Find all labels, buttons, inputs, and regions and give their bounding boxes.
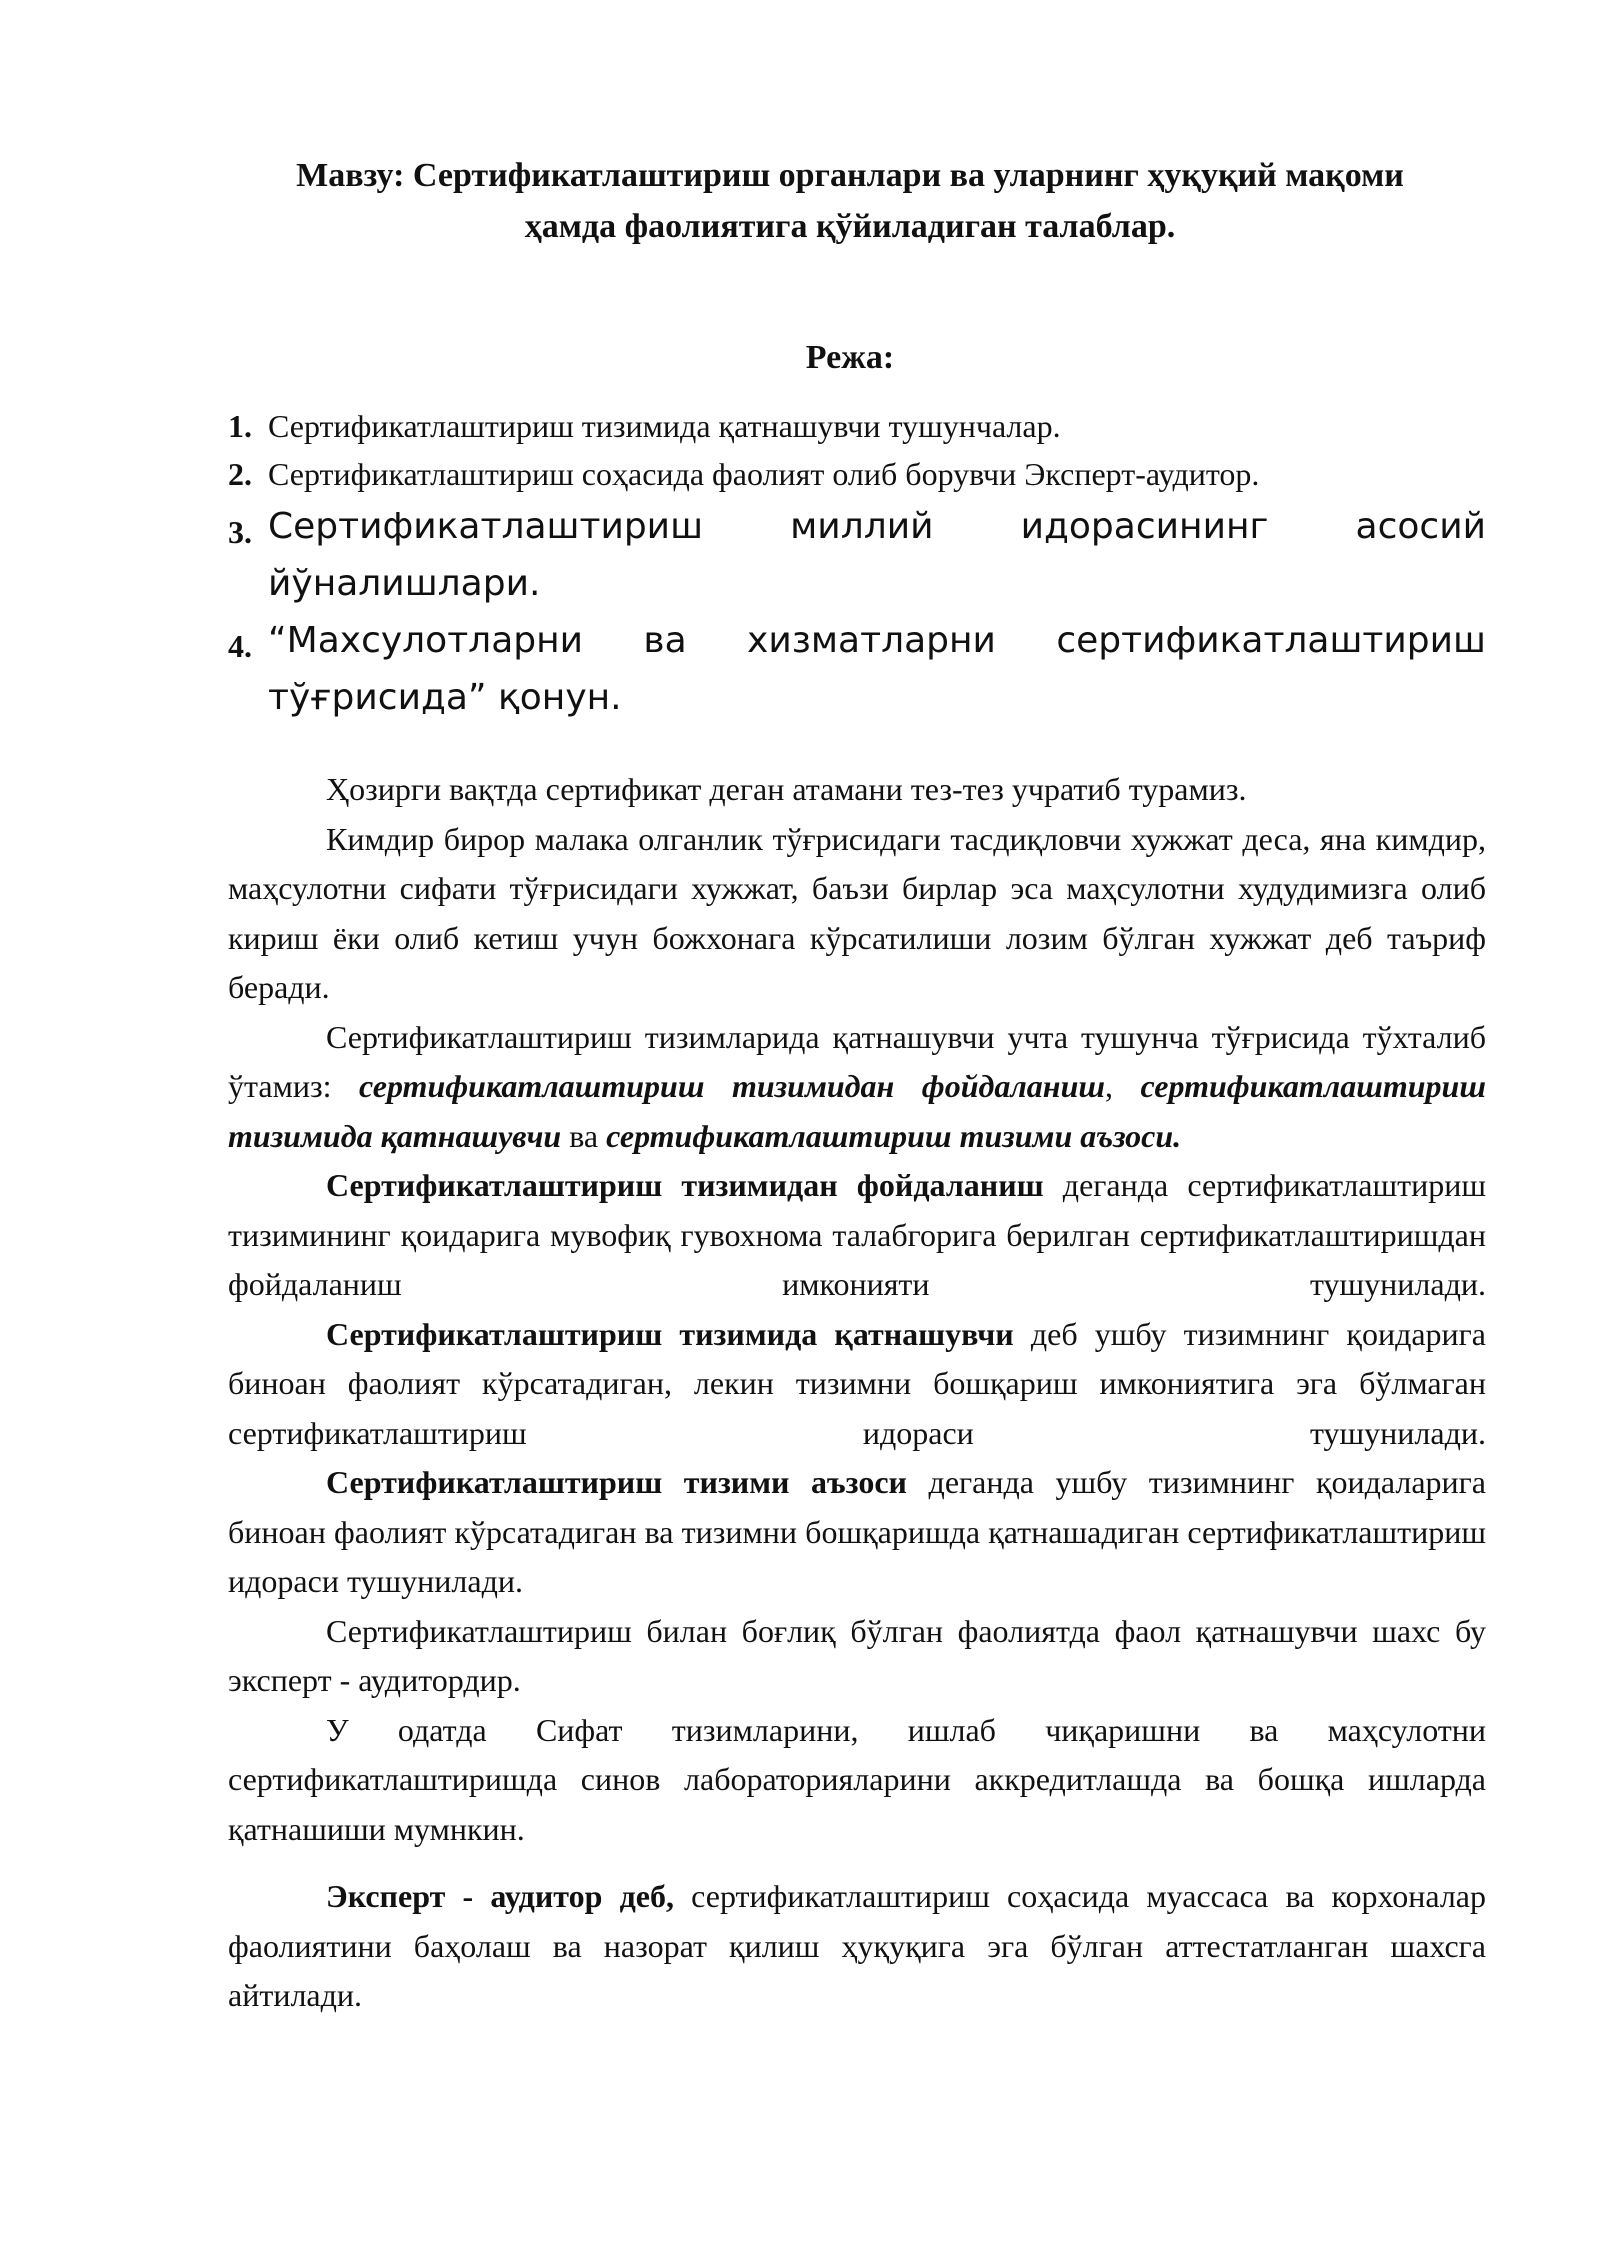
term-emphasis: сертификатлаштириш тизими аъзоси. xyxy=(606,1117,1182,1154)
paragraph-text: деганда сертификатлаштириш тизимининг қоидарига мувофиқ гувохнома талабгорига берилган сертификатлаштиришдан фойдаланиш имконияти тушунилади. xyxy=(228,1167,1487,1302)
paragraph xyxy=(228,1458,1486,1607)
term-emphasis: сертификатлаштириш тизимида қатнашувчи xyxy=(228,1068,1486,1154)
plan-item-text: Сертификатлаштириш миллий идорасининг асосий йўналишлари. xyxy=(268,506,1486,604)
plan-item xyxy=(228,498,1486,612)
paragraph-text: деб ушбу тизимнинг қоидарига биноан фаолият кўрсатадиган, лекин тизимни бошқариш имкониятига эга бўлмаган сертификатлаштириш идораси тушунилади. xyxy=(228,1315,1487,1451)
plan-item-number: 2. xyxy=(228,456,252,492)
paragraph-text: Сертификатлаштириш тизимларида қатнашувчи учта тушунча тўғрисида тўхталиб ўтамиз: xyxy=(228,1018,1486,1104)
paragraph xyxy=(228,1310,1486,1459)
paragraph: Кимдир бирор малака олганлик тўғрисидаги тасдиқловчи хужжат деса, яна кимдир, маҳсулотни сифати тўғрисидаги хужжат, баъзи бирлар эса маҳсулотни худудимизга олиб кириш ёки олиб кетиш учун божхонага кўрсатилиши лозим бўлган хужжат деб таъриф беради. xyxy=(228,820,1486,1005)
term-bold: Эксперт - аудитор деб, xyxy=(326,1878,674,1914)
paragraph xyxy=(228,1161,1486,1310)
plan-item-number: 3. xyxy=(228,514,252,550)
paragraph-text: деганда ушбу тизимнинг қоидаларига биноан фаолият кўрсатадиган ва тизимни бошқаришда қатнашадиган сертификатлаштириш идораси тушунилади. xyxy=(228,1464,1487,1599)
paragraph-text: сертификатлаштириш соҳасида муассаса ва корхоналар фаолиятини баҳолаш ва назорат қилиш ҳуқуқига эга бўлган аттестатланган шахсга айтилади. xyxy=(228,1878,1487,2013)
plan-item xyxy=(228,402,1486,450)
term-bold: Сертификатлаштириш тизимидан фойдаланиш xyxy=(326,1167,1044,1203)
paragraph: Сертификатлаштириш билан боғлиқ бўлган фаолиятда фаол қатнашувчи шахс бу эксперт - аудитордир. xyxy=(228,1612,1486,1698)
plan-item-text: Сертификатлаштириш тизимида қатнашувчи тушунчалар. xyxy=(268,408,1061,444)
plan-heading: Режа: xyxy=(805,339,895,376)
paragraph xyxy=(228,1872,1486,2021)
plan-item xyxy=(228,450,1486,498)
term-bold: Сертификатлаштириш тизимида қатнашувчи xyxy=(326,1315,1014,1352)
title-line-1: Мавзу: Сертификатлаштириш органлари ва уларнинг ҳуқуқий мақоми xyxy=(296,157,1404,194)
paragraph-text: , xyxy=(1105,1068,1141,1104)
plan-item-text: Сертификатлаштириш соҳасида фаолият олиб борувчи Эксперт-аудитор. xyxy=(268,456,1260,492)
document-title xyxy=(200,150,1500,252)
plan-item-number: 4. xyxy=(228,628,252,664)
plan-item-number: 1. xyxy=(228,408,252,444)
plan-list xyxy=(228,402,1486,726)
paragraph xyxy=(228,1013,1486,1162)
plan-item xyxy=(228,612,1486,726)
plan-item-text: “Махсулотларни ва хизматларни сертификатлаштириш тўғрисида” қонун. xyxy=(268,620,1486,718)
term-bold: Сертификатлаштириш тизими аъзоси xyxy=(326,1464,907,1500)
term-emphasis: сертификатлаштириш тизимидан фойдаланиш xyxy=(358,1068,1106,1104)
title-line-2: ҳамда фаолиятига қўйиладиган талаблар. xyxy=(524,208,1176,245)
paragraph: Ҳозирги вақтда сертификат деган атамани тез-тез учратиб турамиз. xyxy=(326,771,1247,807)
document-body xyxy=(228,765,1486,2021)
paragraph-text: ва xyxy=(561,1117,607,1154)
paragraph: У одатда Сифат тизимларини, ишлаб чиқаришни ва маҳсулотни сертификатлаштиришда синов лабораторияларини аккредитлашда ва бошқа ишларда қатнашиши мумнкин. xyxy=(228,1711,1486,1847)
